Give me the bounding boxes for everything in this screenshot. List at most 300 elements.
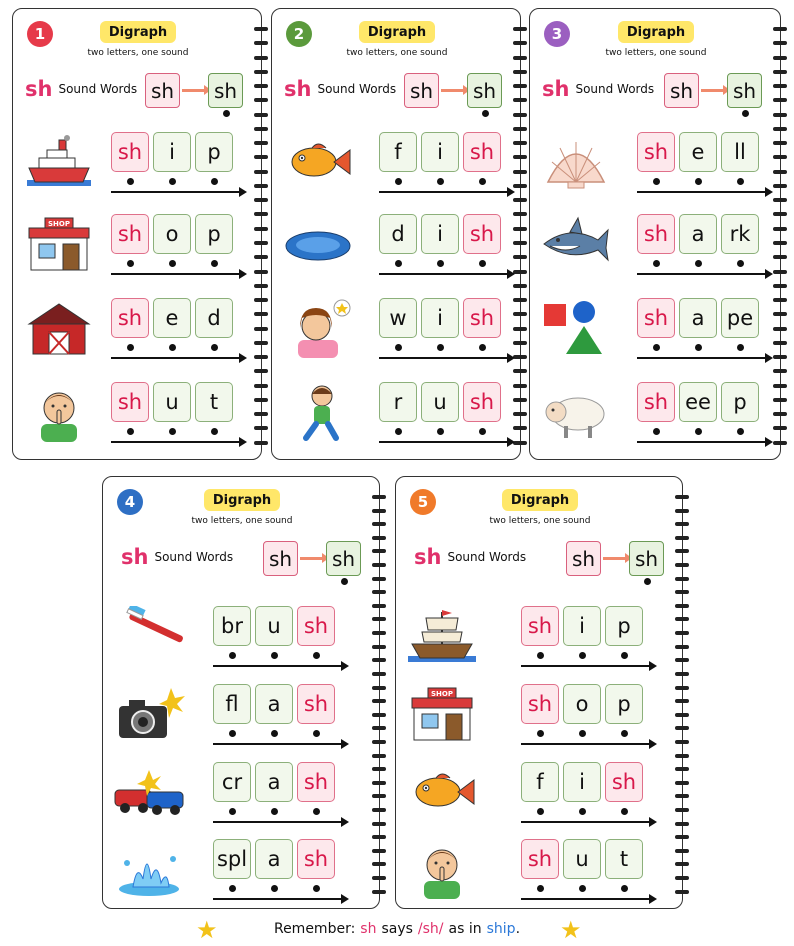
- dot-slot: [213, 885, 251, 892]
- shush-boy-icon: [406, 839, 478, 899]
- sound-dot: [313, 808, 320, 815]
- sound-dot: [537, 652, 544, 659]
- word-picture: [540, 214, 612, 274]
- car-crash-icon: [113, 762, 185, 822]
- word-picture: [406, 606, 478, 666]
- blend-arrow-line: [379, 357, 513, 359]
- star-icon: ★: [560, 916, 582, 944]
- dot-slot: [637, 178, 675, 185]
- star-icon: ★: [196, 916, 218, 944]
- dot-slot: [637, 260, 675, 267]
- card-number-badge: 4: [117, 489, 143, 515]
- letter-tile: br: [213, 606, 251, 646]
- word-row: [396, 606, 682, 676]
- digraph-tile: sh: [637, 214, 675, 254]
- letter-tiles: [379, 382, 501, 422]
- spiral-coil: [675, 549, 689, 553]
- spiral-coil: [773, 98, 787, 102]
- word-row: [530, 298, 780, 368]
- letter-tile: p: [605, 684, 643, 724]
- dot-slot: [111, 428, 149, 435]
- digraph-demo: [145, 73, 243, 108]
- letter-tiles: [379, 298, 501, 338]
- letter-tile: rk: [721, 214, 759, 254]
- sound-dot: [395, 260, 402, 267]
- subtitle: two letters, one sound: [605, 48, 707, 58]
- spiral-coil: [513, 127, 527, 131]
- sound-dot: [211, 178, 218, 185]
- sound-dot: [211, 428, 218, 435]
- sound-dots: [111, 344, 233, 351]
- dot-slot: [563, 652, 601, 659]
- digraph-title: Digraph: [359, 21, 435, 43]
- dot-slot: [463, 178, 501, 185]
- letter-tiles: [111, 132, 233, 172]
- dot-slot: [111, 260, 149, 267]
- digraph-tile: sh: [297, 606, 335, 646]
- dot-slot: [379, 344, 417, 351]
- sound-words-header: [25, 77, 137, 101]
- spiral-coil: [513, 84, 527, 88]
- sound-dot: [621, 730, 628, 737]
- demo-sh-box: sh: [263, 541, 298, 576]
- dish-icon: [282, 214, 354, 274]
- word-row: [103, 606, 379, 676]
- sound-dots: [111, 260, 233, 267]
- sound-dot: [579, 808, 586, 815]
- word-picture: [23, 382, 95, 442]
- dot-slot: [563, 808, 601, 815]
- dot-slot: [521, 652, 559, 659]
- footer-sound: /sh/: [417, 921, 444, 937]
- letter-tile: cr: [213, 762, 251, 802]
- shell-icon: [540, 132, 612, 192]
- spiral-coil: [372, 590, 386, 594]
- sound-dot: [653, 260, 660, 267]
- dot-slot: [721, 260, 759, 267]
- letter-tile: f: [379, 132, 417, 172]
- sound-dot: [737, 428, 744, 435]
- word-picture: [23, 132, 95, 192]
- sound-dot: [695, 178, 702, 185]
- letter-tile: ll: [721, 132, 759, 172]
- letter-tile: p: [195, 132, 233, 172]
- spiral-coil: [254, 127, 268, 131]
- letter-tile: spl: [213, 839, 251, 879]
- dot-slot: [605, 885, 643, 892]
- dot-slot: [463, 428, 501, 435]
- letter-tiles: [521, 839, 643, 879]
- blend-arrow-line: [379, 191, 513, 193]
- blend-arrow-line: [111, 273, 245, 275]
- shapes-icon: [540, 298, 612, 358]
- letter-tile: d: [379, 214, 417, 254]
- fish-icon: [406, 762, 478, 822]
- word-picture: [540, 132, 612, 192]
- word-row: [272, 298, 520, 368]
- letter-tile: r: [379, 382, 417, 422]
- digraph-demo: [404, 73, 502, 108]
- sound-dot: [271, 808, 278, 815]
- spiral-coil: [773, 369, 787, 373]
- sound-words-header: [121, 545, 233, 569]
- spiral-coil: [372, 577, 386, 581]
- letter-tile: i: [153, 132, 191, 172]
- dot-slot: [153, 428, 191, 435]
- spiral-coil: [513, 369, 527, 373]
- digraph-title: Digraph: [618, 21, 694, 43]
- letter-tile: a: [679, 298, 717, 338]
- sound-dot: [579, 730, 586, 737]
- blend-arrow-line: [213, 665, 347, 667]
- word-picture: [406, 684, 478, 744]
- dot-slot: [721, 344, 759, 351]
- letter-tiles: [111, 214, 233, 254]
- letter-tiles: [379, 214, 501, 254]
- spiral-coil: [675, 536, 689, 540]
- letter-tile: t: [605, 839, 643, 879]
- word-picture: [113, 762, 185, 822]
- digraph-tile: sh: [111, 214, 149, 254]
- card-5: [395, 476, 683, 909]
- card-number-badge: 2: [286, 21, 312, 47]
- sound-dot: [169, 178, 176, 185]
- spiral-coil: [513, 98, 527, 102]
- word-row: [396, 762, 682, 832]
- sound-dots: [521, 730, 643, 737]
- sound-dot: [229, 808, 236, 815]
- header-label: Sound Words: [575, 82, 655, 96]
- dot-slot: [213, 730, 251, 737]
- word-row: [530, 132, 780, 202]
- subtitle: two letters, one sound: [346, 48, 448, 58]
- dot-slot: [297, 808, 335, 815]
- sound-dots: [521, 652, 643, 659]
- sound-dot: [395, 428, 402, 435]
- sound-dots: [213, 808, 335, 815]
- letter-tile: fl: [213, 684, 251, 724]
- sound-dot: [127, 344, 134, 351]
- word-row: [530, 382, 780, 452]
- sound-dots: [637, 428, 759, 435]
- spiral-coil: [675, 577, 689, 581]
- spiral-coil: [372, 754, 386, 758]
- dot-slot: [521, 885, 559, 892]
- sound-dot: [537, 808, 544, 815]
- spiral-coil: [773, 127, 787, 131]
- letter-tile: u: [153, 382, 191, 422]
- demo-sh-box: sh: [145, 73, 180, 108]
- letter-tiles: [379, 132, 501, 172]
- blend-arrow-line: [637, 273, 771, 275]
- digraph-tile: sh: [111, 298, 149, 338]
- sound-dot: [127, 260, 134, 267]
- blend-arrow-line: [521, 821, 655, 823]
- dot-slot: [563, 730, 601, 737]
- spiral-coil: [675, 754, 689, 758]
- spiral-coil: [675, 563, 689, 567]
- dot-slot: [213, 808, 251, 815]
- sound-dot: [737, 260, 744, 267]
- sound-dot: [437, 178, 444, 185]
- dot-slot: [679, 428, 717, 435]
- letter-tile: a: [255, 684, 293, 724]
- letter-tiles: [637, 382, 759, 422]
- digraph-tile: sh: [463, 214, 501, 254]
- letter-tile: p: [605, 606, 643, 646]
- word-row: [13, 214, 261, 284]
- sound-dot: [313, 652, 320, 659]
- sound-dot: [313, 730, 320, 737]
- digraph-title: Digraph: [204, 489, 280, 511]
- sound-words-header: [284, 77, 396, 101]
- spiral-coil: [513, 27, 527, 31]
- sound-dot: [579, 885, 586, 892]
- demo-sh-box: sh: [664, 73, 699, 108]
- footer-says: says: [381, 921, 413, 937]
- dot-slot: [153, 344, 191, 351]
- header-sh: sh: [542, 77, 570, 101]
- arrow-right-icon: [300, 557, 324, 560]
- letter-tiles: [521, 684, 643, 724]
- spiral-coil: [372, 495, 386, 499]
- wish-girl-icon: [282, 298, 354, 358]
- dot-slot: [637, 344, 675, 351]
- letter-tile: o: [563, 684, 601, 724]
- dot-slot: [721, 178, 759, 185]
- sound-dot: [737, 344, 744, 351]
- sound-dot: [695, 344, 702, 351]
- dot-slot: [521, 808, 559, 815]
- digraph-tile: sh: [521, 684, 559, 724]
- spiral-coil: [254, 113, 268, 117]
- sound-dot: [653, 428, 660, 435]
- digraph-tile: sh: [463, 132, 501, 172]
- letter-tiles: [213, 684, 335, 724]
- word-picture: [282, 132, 354, 192]
- spiral-coil: [372, 563, 386, 567]
- word-picture: [113, 684, 185, 744]
- footer-as-in: as in: [448, 921, 482, 937]
- demo-sh-box: sh: [566, 541, 601, 576]
- spiral-coil: [773, 84, 787, 88]
- letter-tile: pe: [721, 298, 759, 338]
- blend-arrow-line: [111, 191, 245, 193]
- spiral-coil: [773, 113, 787, 117]
- spiral-coil: [254, 84, 268, 88]
- letter-tile: u: [421, 382, 459, 422]
- card-number-badge: 1: [27, 21, 53, 47]
- word-row: [272, 132, 520, 202]
- sound-dot: [127, 428, 134, 435]
- spiral-coil: [675, 495, 689, 499]
- arrow-right-icon: [441, 89, 465, 92]
- spiral-coil: [254, 98, 268, 102]
- dot-slot: [153, 260, 191, 267]
- word-row: [530, 214, 780, 284]
- toothbrush-icon: [113, 606, 185, 666]
- letter-tile: i: [421, 214, 459, 254]
- letter-tiles: [111, 298, 233, 338]
- digraph-tile: sh: [297, 684, 335, 724]
- dot-slot: [379, 428, 417, 435]
- dot-slot: [637, 428, 675, 435]
- demo-sh-sound-box: sh: [629, 541, 664, 576]
- dot-slot: [421, 428, 459, 435]
- spiral-coil: [513, 56, 527, 60]
- digraph-tile: sh: [637, 132, 675, 172]
- sailing-ship-icon: [406, 606, 478, 666]
- blend-arrow-line: [637, 191, 771, 193]
- spiral-coil: [773, 284, 787, 288]
- letter-tiles: [521, 762, 643, 802]
- header-sh: sh: [121, 545, 149, 569]
- letter-tile: o: [153, 214, 191, 254]
- card-4: [102, 476, 380, 909]
- sound-dot: [479, 178, 486, 185]
- digraph-demo: [263, 541, 361, 576]
- digraph-tile: sh: [605, 762, 643, 802]
- sound-dots: [637, 178, 759, 185]
- sound-dot: [621, 652, 628, 659]
- dot-slot: [195, 178, 233, 185]
- spiral-coil: [513, 70, 527, 74]
- sound-dot: [437, 428, 444, 435]
- dot-slot: [605, 808, 643, 815]
- header-label: Sound Words: [154, 550, 234, 564]
- sound-dots: [637, 260, 759, 267]
- sound-dot: [695, 428, 702, 435]
- sound-dots: [379, 260, 501, 267]
- sound-dot: [695, 260, 702, 267]
- dot-slot: [605, 652, 643, 659]
- dot-slot: [521, 730, 559, 737]
- footer-prefix: Remember:: [273, 921, 356, 937]
- dot-slot: [563, 885, 601, 892]
- letter-tiles: [521, 606, 643, 646]
- dot-slot: [421, 344, 459, 351]
- blend-arrow-line: [213, 898, 347, 900]
- sheep-icon: [540, 382, 612, 442]
- sound-dot: [395, 178, 402, 185]
- sound-dot: [479, 260, 486, 267]
- header-label: Sound Words: [447, 550, 527, 564]
- word-row: [272, 382, 520, 452]
- shush-boy-icon: [23, 382, 95, 442]
- digraph-tile: sh: [637, 382, 675, 422]
- footer-period: .: [515, 921, 521, 937]
- letter-tile: i: [421, 298, 459, 338]
- word-row: [396, 684, 682, 754]
- word-row: [396, 839, 682, 909]
- sound-dot: [621, 808, 628, 815]
- dot-slot: [297, 652, 335, 659]
- sound-dots: [521, 885, 643, 892]
- sound-dot: [169, 260, 176, 267]
- demo-sh-sound-box: sh: [208, 73, 243, 108]
- word-picture: [406, 762, 478, 822]
- digraph-tile: sh: [521, 839, 559, 879]
- spiral-coil: [675, 522, 689, 526]
- blend-arrow-line: [521, 898, 655, 900]
- dot-slot: [679, 260, 717, 267]
- word-row: [13, 298, 261, 368]
- sound-dot: [479, 428, 486, 435]
- blend-arrow-line: [111, 357, 245, 359]
- spiral-coil: [372, 522, 386, 526]
- camera-flash-icon: [113, 684, 185, 744]
- sound-words-header: [542, 77, 654, 101]
- spiral-coil: [675, 509, 689, 513]
- letter-tile: i: [421, 132, 459, 172]
- dot-slot: [255, 885, 293, 892]
- fish-icon: [282, 132, 354, 192]
- spiral-coil: [773, 70, 787, 74]
- spiral-coil: [254, 369, 268, 373]
- letter-tiles: [637, 298, 759, 338]
- ship-icon: [23, 132, 95, 192]
- dot-slot: [153, 178, 191, 185]
- subtitle: two letters, one sound: [191, 516, 293, 526]
- sound-dot: [169, 344, 176, 351]
- letter-tile: i: [563, 762, 601, 802]
- blend-arrow-line: [379, 273, 513, 275]
- sound-dots: [637, 344, 759, 351]
- card-1: [12, 8, 262, 460]
- shop-sign-text: SHOP: [431, 690, 453, 698]
- shark-icon: [540, 214, 612, 274]
- sound-dots: [111, 178, 233, 185]
- sound-dot: [313, 885, 320, 892]
- letter-tiles: [111, 382, 233, 422]
- spiral-coil: [372, 549, 386, 553]
- dot-slot: [195, 344, 233, 351]
- header-sh: sh: [414, 545, 442, 569]
- letter-tile: d: [195, 298, 233, 338]
- arrow-right-icon: [603, 557, 627, 560]
- word-picture: [282, 298, 354, 358]
- sound-dot: [271, 730, 278, 737]
- digraph-title: Digraph: [100, 21, 176, 43]
- sound-words-header: [414, 545, 526, 569]
- letter-tile: f: [521, 762, 559, 802]
- digraph-tile: sh: [111, 382, 149, 422]
- sound-dots: [379, 344, 501, 351]
- sound-dot: [395, 344, 402, 351]
- card-2: [271, 8, 521, 460]
- sound-dot: [229, 885, 236, 892]
- blend-arrow-line: [637, 357, 771, 359]
- spiral-coil: [372, 536, 386, 540]
- sound-dot: [229, 652, 236, 659]
- subtitle: two letters, one sound: [489, 516, 591, 526]
- letter-tile: a: [255, 839, 293, 879]
- letter-tile: u: [563, 839, 601, 879]
- sound-dot: [211, 344, 218, 351]
- spiral-coil: [254, 27, 268, 31]
- sound-dot: [479, 344, 486, 351]
- spiral-coil: [254, 56, 268, 60]
- letter-tile: a: [679, 214, 717, 254]
- sound-dots: [379, 428, 501, 435]
- water-splash-icon: [113, 839, 185, 899]
- card-3: [529, 8, 781, 460]
- letter-tile: p: [721, 382, 759, 422]
- letter-tiles: [213, 839, 335, 879]
- word-row: [13, 132, 261, 202]
- spiral-coil: [254, 284, 268, 288]
- sound-dot: [537, 885, 544, 892]
